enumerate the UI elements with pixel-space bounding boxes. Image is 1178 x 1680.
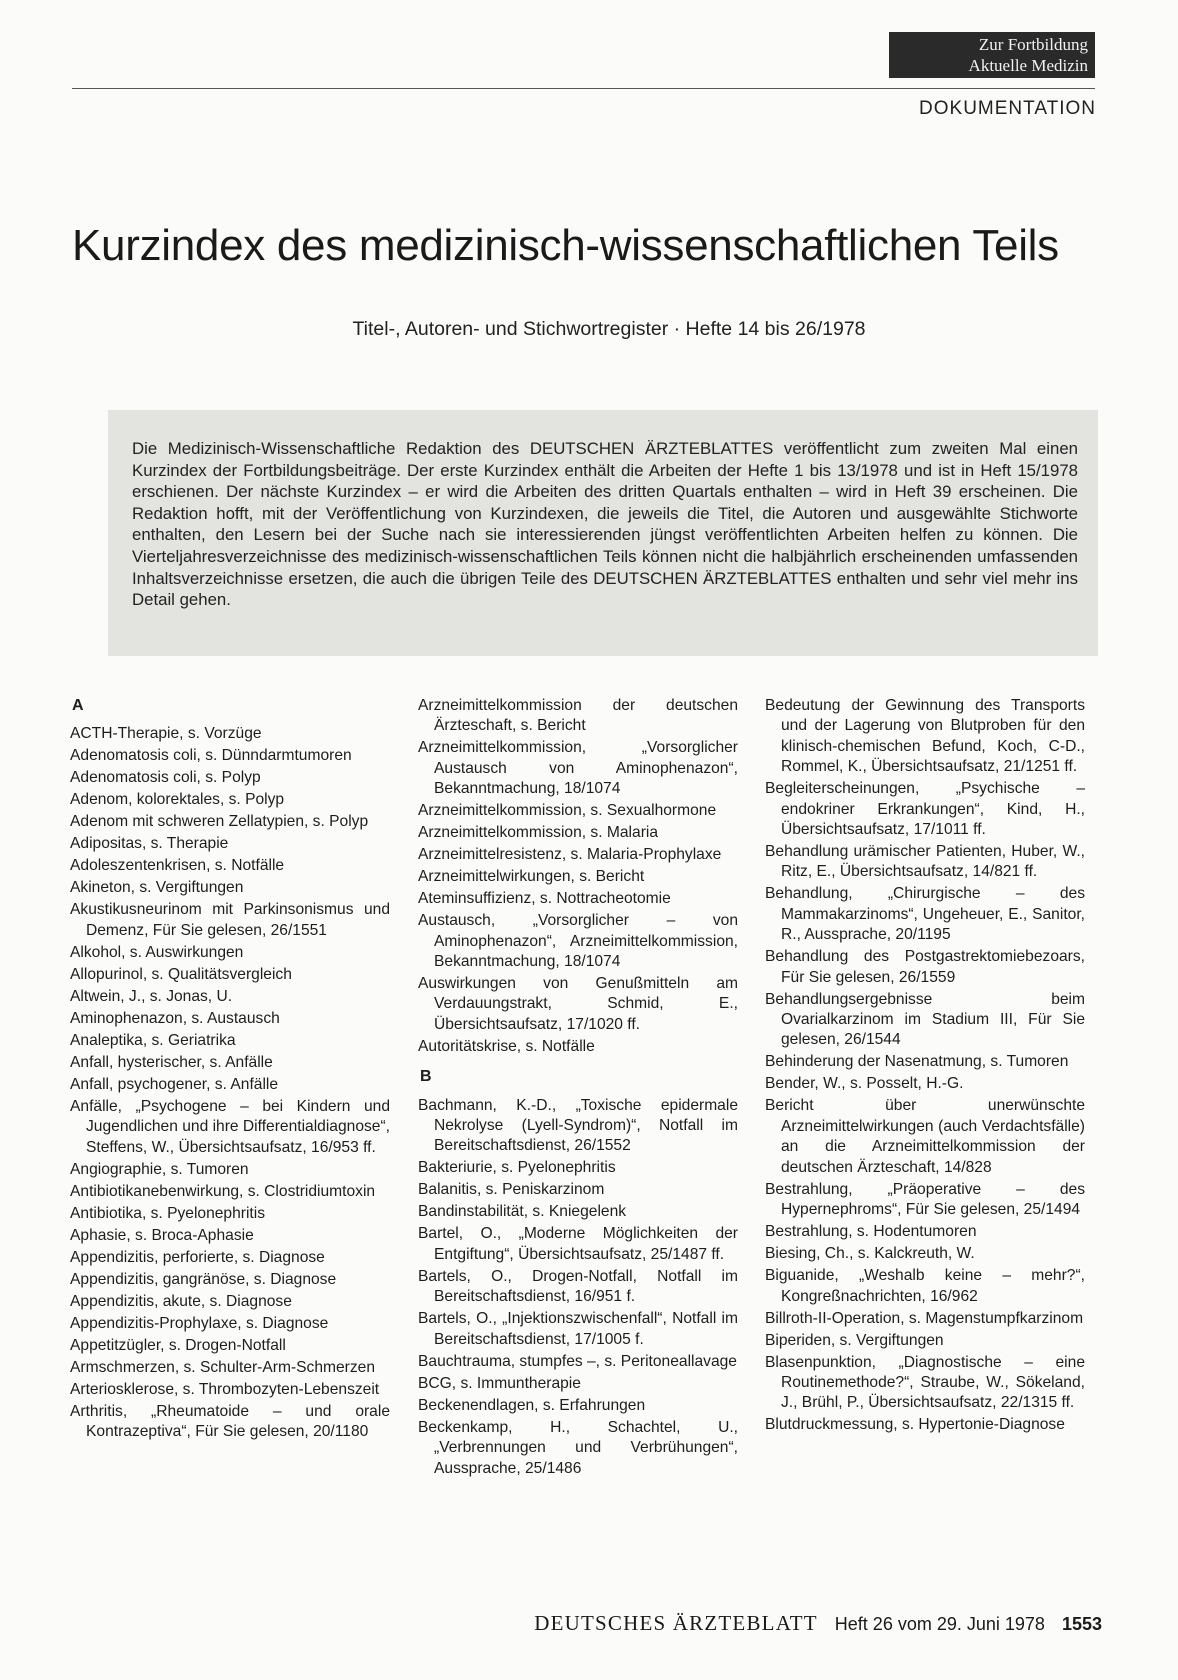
index-entry: Autoritätskrise, s. Notfälle — [418, 1037, 595, 1055]
index-entry: Bartels, O., „Injektionszwischenfall“, Notfall im Bereitschaftsdienst, 17/1005 f. — [418, 1310, 738, 1348]
index-entry: Auswirkungen von Genußmitteln am Verdauungstrakt, Schmid, E., Übersichtsaufsatz, 17/1020 ff. — [418, 975, 738, 1033]
index-entry: Bestrahlung, „Präoperative – des Hypernephroms“, Für Sie gelesen, 25/1494 — [765, 1180, 1085, 1219]
badge-line-1: Zur Fortbildung — [978, 35, 1088, 54]
index-entry: Adenomatosis coli, s. Dünndarmtumoren — [70, 747, 352, 765]
index-entry: Analeptika, s. Geriatrika — [70, 1031, 236, 1049]
index-entry: Behinderung der Nasenatmung, s. Tumoren — [765, 1053, 1069, 1071]
index-entry: Arteriosklerose, s. Thrombozyten-Lebenszeit — [70, 1380, 380, 1398]
index-entry: Appetitzügler, s. Drogen-Notfall — [70, 1336, 286, 1354]
index-list-a — [70, 724, 390, 1442]
index-entry: Bestrahlung, s. Hodentumoren — [765, 1223, 977, 1241]
index-entry: Beckenendlagen, s. Erfahrungen — [418, 1396, 646, 1414]
index-entry: Adoleszentenkrisen, s. Notfälle — [70, 857, 285, 875]
index-entry: Akustikusneurinom mit Parkinsonismus und Demenz, Für Sie gelesen, 26/1551 — [70, 901, 390, 939]
index-entry: Adenomatosis coli, s. Polyp — [70, 769, 261, 787]
page-subtitle: Titel-, Autoren- und Stichwortregister · Hefte 14 bis 26/1978 — [352, 318, 866, 340]
index-entry: Appendizitis-Prophylaxe, s. Diagnose — [70, 1314, 329, 1332]
index-entry: Ateminsuffizienz, s. Nottracheotomie — [418, 890, 671, 908]
index-list-b — [418, 1096, 738, 1479]
index-entry: Arzneimittelkommission, „Vorsorglicher Austausch von Aminophenazon“, Bekanntmachung, 18/1074 — [418, 739, 738, 798]
index-entry: Altwein, J., s. Jonas, U. — [70, 987, 233, 1005]
index-letter-a: A — [72, 697, 84, 714]
index-entry: Armschmerzen, s. Schulter-Arm-Schmerzen — [70, 1358, 376, 1376]
index-entry: Arzneimittelkommission, s. Sexualhormone — [418, 802, 717, 820]
index-entry: Behandlung des Postgastrektomiebezoars, Für Sie gelesen, 26/1559 — [765, 948, 1085, 986]
index-entry: Billroth-II-Operation, s. Magenstumpfkarzinom — [765, 1309, 1084, 1327]
index-entry: Anfall, hysterischer, s. Anfälle — [70, 1053, 273, 1071]
index-list-b-continued — [765, 696, 1085, 1436]
index-entry: Appendizitis, perforierte, s. Diagnose — [70, 1248, 325, 1266]
index-entry: Aminophenazon, s. Austausch — [70, 1009, 280, 1027]
index-entry: Adenom mit schweren Zellatypien, s. Polyp — [70, 813, 369, 831]
index-letter-b: B — [420, 1068, 432, 1086]
index-entry: Bauchtrauma, stumpfes –, s. Peritoneallavage — [418, 1352, 737, 1370]
index-entry: Blasenpunktion, „Diagnostische – eine Routinemethode?“, Straube, W., Sökeland, J., Brühl, P., Übersichtsaufsatz, 22/1315 ff. — [765, 1353, 1085, 1412]
index-entry: ACTH-Therapie, s. Vorzüge — [70, 725, 262, 743]
index-entry: Bender, W., s. Posselt, H.-G. — [765, 1075, 964, 1093]
index-entry: Arthritis, „Rheumatoide – und orale Kontrazeptiva“, Für Sie gelesen, 20/1180 — [70, 1402, 390, 1441]
section-label: DOKUMENTATION — [919, 98, 1096, 119]
index-entry: Behandlung, „Chirurgische – des Mammakarzinoms“, Ungeheuer, E., Sanitor, R., Aussprache, 20/1195 — [765, 885, 1085, 944]
index-entry: Antibiotikanebenwirkung, s. Clostridiumtoxin — [70, 1182, 376, 1200]
index-entry: Arzneimittelkommission, s. Malaria — [418, 824, 659, 842]
header-rule — [72, 88, 1095, 89]
index-entry: Bandinstabilität, s. Kniegelenk — [418, 1203, 627, 1221]
index-entry: Adipositas, s. Therapie — [70, 835, 229, 853]
index-entry: Behandlung urämischer Patienten, Huber, W., Ritz, E., Übersichtsaufsatz, 14/821 ff. — [765, 843, 1085, 881]
index-entry: Anfälle, „Psychogene – bei Kindern und Jugendlichen und ihre Differentialdiagnose“, Steffens, W., Übersichtsaufsatz, 16/953 ff. — [70, 1097, 390, 1156]
index-entry: Biguanide, „Weshalb keine – mehr?“, Kongreßnachrichten, 16/962 — [765, 1267, 1085, 1305]
index-entry: Bartel, O., „Moderne Möglichkeiten der Entgiftung“, Übersichtsaufsatz, 25/1487 ff. — [418, 1225, 738, 1263]
index-entry: Biesing, Ch., s. Kalckreuth, W. — [765, 1245, 975, 1263]
page-footer — [534, 1611, 1102, 1636]
index-entry: Appendizitis, akute, s. Diagnose — [70, 1292, 292, 1310]
journal-name: DEUTSCHES ÄRZTEBLATT — [534, 1611, 818, 1635]
index-entry: Bakteriurie, s. Pyelonephritis — [418, 1159, 616, 1177]
index-entry: Behandlungsergebnisse beim Ovarialkarzinom im Stadium III, Für Sie gelesen, 26/1544 — [765, 990, 1085, 1049]
index-entry: Bedeutung der Gewinnung des Transports und der Lagerung von Blutproben für den klinisch-chemischen Befund, Koch, C-D., Rommel, K., Übersichtsaufsatz, 21/1251 ff. — [765, 697, 1085, 776]
index-entry: Antibiotika, s. Pyelonephritis — [70, 1204, 266, 1222]
index-entry: Biperiden, s. Vergiftungen — [765, 1331, 944, 1349]
index-entry: Angiographie, s. Tumoren — [70, 1160, 249, 1178]
index-entry: Bartels, O., Drogen-Notfall, Notfall im Bereitschaftsdienst, 16/951 f. — [418, 1267, 738, 1306]
index-entry: Akineton, s. Vergiftungen — [70, 879, 244, 897]
index-column-2 — [418, 696, 738, 1481]
index-entry: Arzneimittelwirkungen, s. Bericht — [418, 868, 645, 886]
index-entry: Aphasie, s. Broca-Aphasie — [70, 1226, 254, 1244]
index-entry: Allopurinol, s. Qualitätsvergleich — [70, 965, 292, 983]
index-entry: Arzneimittelkommission der deutschen Ärzteschaft, s. Bericht — [418, 697, 738, 735]
index-entry: Adenom, kolorektales, s. Polyp — [70, 791, 285, 809]
intro-text: Die Medizinisch-Wissenschaftliche Redaktion des DEUTSCHEN ÄRZTEBLATTES veröffentlicht zum zweiten Mal einen Kurzindex der Fortbildungsbeiträge. Der erste Kurzindex enthält die Arbeiten der Hefte 1 bis 13/1978 und ist in Heft 15/1978 erschienen. Der nächste Kurzindex – er wird die Arbeiten des dritten Quartals enthalten – wird in Heft 39 erscheinen. Die Redaktion hofft, mit der Veröffentlichung von Kurzindexen, die jeweils die Titel, die Autoren und ausgewählte Stichworte enthalten, den Lesern bei der Suche nach sie interessierenden jüngst veröffentlichten Arbeiten helfen zu können. Die Vierteljahresverzeichnisse des medizinisch-wissenschaftlichen Teils können nicht die halbjährlich erscheinenden umfassenden Inhaltsverzeichnisse ersetzen, die auch die übrigen Teile des DEUTSCHEN ÄRZTEBLATTES enthalten und sehr viel mehr ins Detail gehen. — [132, 439, 1078, 610]
index-entry: Balanitis, s. Peniskarzinom — [418, 1181, 605, 1199]
index-entry: Arzneimittelresistenz, s. Malaria-Prophylaxe — [418, 846, 722, 864]
index-entry: Bericht über unerwünschte Arzneimittelwirkungen (auch Verdachtsfälle) an die Arzneimittelkommission der deutschen Ärzteschaft, 14/828 — [765, 1097, 1085, 1176]
index-entry: Blutdruckmessung, s. Hypertonie-Diagnose — [765, 1416, 1065, 1434]
page-number: 1553 — [1061, 1614, 1102, 1634]
index-column-3 — [765, 696, 1085, 1437]
issue-info: Heft 26 vom 29. Juni 1978 — [834, 1614, 1045, 1634]
index-entry: Alkohol, s. Auswirkungen — [70, 943, 244, 961]
section-badge — [889, 32, 1095, 78]
index-entry: Beckenkamp, H., Schachtel, U., „Verbrennungen und Verbrühungen“, Aussprache, 25/1486 — [418, 1418, 738, 1477]
page-title: Kurzindex des medizinisch-wissenschaftlichen Teils — [72, 221, 1059, 270]
index-column-1 — [70, 696, 390, 1444]
index-entry: Begleiterscheinungen, „Psychische – endokriner Erkrankungen“, Kind, H., Übersichtsaufsatz, 17/1011 ff. — [765, 780, 1085, 839]
index-entry: Bachmann, K.-D., „Toxische epidermale Nekrolyse (Lyell-Syndrom)“, Notfall im Bereitschaftsdienst, 26/1552 — [418, 1096, 738, 1155]
index-entry: BCG, s. Immuntherapie — [418, 1374, 581, 1392]
index-entry: Appendizitis, gangränöse, s. Diagnose — [70, 1270, 337, 1288]
index-list-a-continued — [418, 696, 738, 1057]
badge-line-2: Aktuelle Medizin — [968, 56, 1088, 75]
intro-box — [108, 410, 1098, 656]
index-entry: Anfall, psychogener, s. Anfälle — [70, 1075, 279, 1093]
index-entry: Austausch, „Vorsorglicher – von Aminophenazon“, Arzneimittelkommission, Bekanntmachung, 18/1074 — [418, 912, 738, 971]
